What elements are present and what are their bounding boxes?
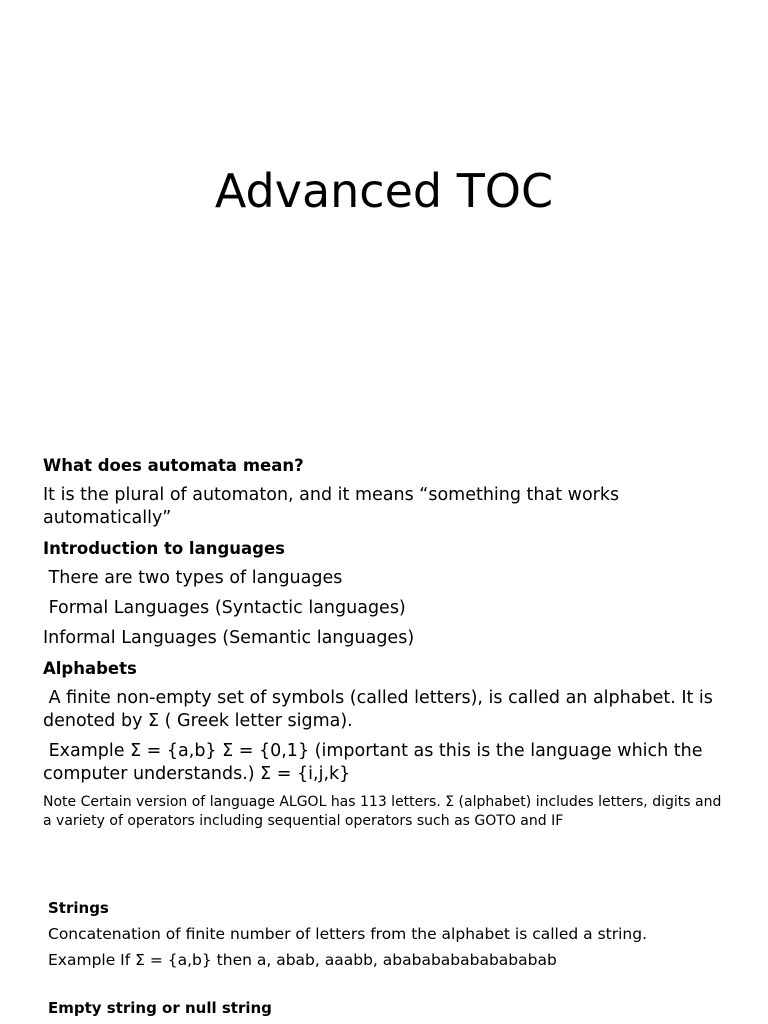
heading-strings: Strings bbox=[48, 899, 109, 917]
example-text: Example Σ = {a,b} Σ = {0,1} (important as this is the language which the computer understands.) Σ = {i,j,k} bbox=[43, 741, 709, 784]
intro-slide bbox=[0, 430, 768, 870]
heading-automata: What does automata mean? bbox=[43, 456, 304, 475]
languages-line-3: Informal Languages (Semantic languages) bbox=[43, 628, 415, 648]
title-slide bbox=[0, 0, 768, 430]
languages-line-1: There are two types of languages bbox=[43, 568, 343, 588]
strings-content bbox=[48, 897, 728, 1023]
intro-content bbox=[43, 454, 723, 838]
strings-text: Concatenation of finite number of letters from the alphabet is called a string. bbox=[48, 925, 647, 943]
automata-text: It is the plural of automaton, and it means “something that works automatically” bbox=[43, 485, 620, 528]
spacer bbox=[48, 975, 728, 997]
heading-alphabets: Alphabets bbox=[43, 659, 137, 678]
heading-empty-string: Empty string or null string bbox=[48, 999, 272, 1017]
strings-example: Example If Σ = {a,b} then a, abab, aaabb, ababababababababab bbox=[48, 951, 557, 969]
languages-line-2: Formal Languages (Syntactic languages) bbox=[43, 598, 406, 618]
strings-slide bbox=[0, 870, 768, 1024]
heading-languages: Introduction to languages bbox=[43, 539, 285, 558]
page-title: Advanced TOC bbox=[214, 164, 554, 218]
alphabets-text: A finite non-empty set of symbols (called letters), is called an alphabet. It is denoted by Σ ( Greek letter sigma). bbox=[43, 688, 719, 731]
note-text: Note Certain version of language ALGOL has 113 letters. Σ (alphabet) includes letters, digits and a variety of operators including sequential operators such as GOTO and IF bbox=[43, 794, 722, 829]
